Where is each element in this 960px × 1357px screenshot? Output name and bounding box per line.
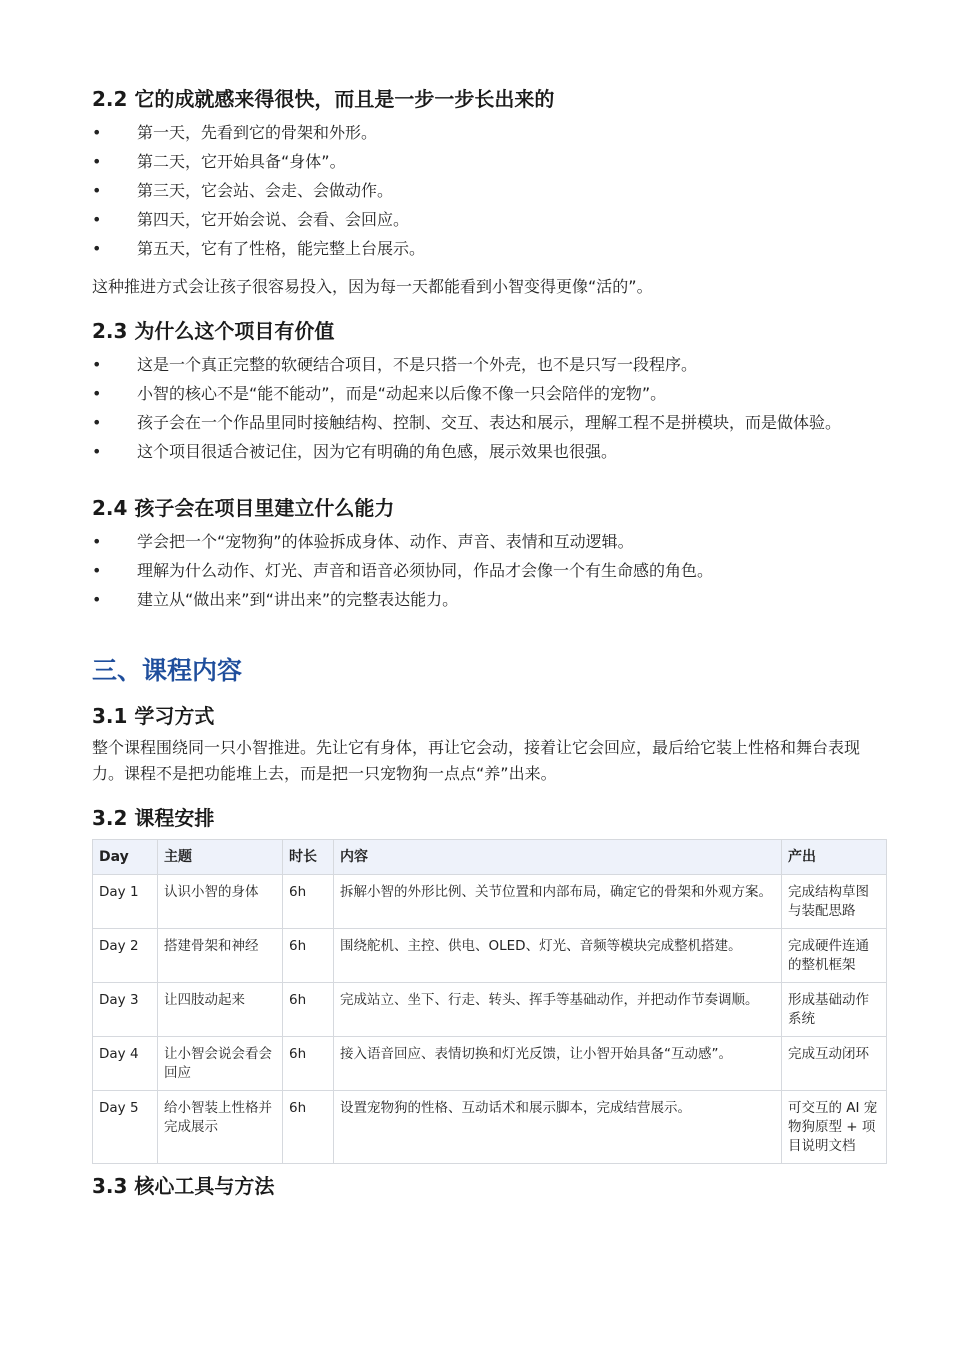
table-cell: 让小智会说会看会回应 [158,1037,283,1091]
list-item: • 第四天，它开始会说、会看、会回应。 [92,205,888,234]
list-item: • 学会把一个“宠物狗”的体验拆成身体、动作、声音、表情和互动逻辑。 [92,527,888,556]
column-header-duration: 时长 [283,840,334,875]
section-2-4-list [92,527,888,614]
section-2-2-paragraph: 这种推进方式会让孩子很容易投入，因为每一天都能看到小智变得更像“活的”。 [92,277,653,296]
table-cell: 6h [283,929,334,983]
table-row [93,929,887,983]
table-cell: Day 1 [93,875,158,929]
table-header-row [93,840,887,875]
table-cell: 完成硬件连通的整机框架 [782,929,887,983]
section-3-1-paragraph: 整个课程围绕同一只小智推进。先让它有身体，再让它会动，接着让它会回应，最后给它装上性格和舞台表现力。课程不是把功能堆上去，而是把一只宠物狗一点点“养”出来。 [92,738,861,783]
table-cell: Day 5 [93,1091,158,1164]
section-2-2-heading: 2.2 它的成就感来得很快，而且是一步一步长出来的 [92,87,555,111]
table-cell: 完成结构草图与装配思路 [782,875,887,929]
section-2-4-heading: 2.4 孩子会在项目里建立什么能力 [92,496,395,520]
list-item: • 这个项目很适合被记住，因为它有明确的角色感，展示效果也很强。 [92,437,888,466]
list-item: • 孩子会在一个作品里同时接触结构、控制、交互、表达和展示，理解工程不是拼模块，而是做体验。 [92,408,888,437]
section-2-2-list [92,118,888,263]
table-cell: 完成互动闭环 [782,1037,887,1091]
table-row [93,1037,887,1091]
table-cell: 6h [283,983,334,1037]
table-cell: 认识小智的身体 [158,875,283,929]
column-header-topic: 主题 [158,840,283,875]
table-cell: 让四肢动起来 [158,983,283,1037]
table-cell: 形成基础动作系统 [782,983,887,1037]
list-item: • 第三天，它会站、会走、会做动作。 [92,176,888,205]
list-item: • 第五天，它有了性格，能完整上台展示。 [92,234,888,263]
section-3-3-heading: 3.3 核心工具与方法 [92,1174,275,1198]
table-cell: 可交互的 AI 宠物狗原型 + 项目说明文档 [782,1091,887,1164]
list-item: • 第二天，它开始具备“身体”。 [92,147,888,176]
list-item: • 第一天，先看到它的骨架和外形。 [92,118,888,147]
table-cell: 设置宠物狗的性格、互动话术和展示脚本，完成结营展示。 [334,1091,782,1164]
table-cell: 拆解小智的外形比例、关节位置和内部布局，确定它的骨架和外观方案。 [334,875,782,929]
table-cell: 6h [283,875,334,929]
section-3-1-heading: 3.1 学习方式 [92,704,215,728]
table-cell: Day 3 [93,983,158,1037]
schedule-table [92,839,887,1164]
table-row [93,983,887,1037]
table-cell: 接入语音回应、表情切换和灯光反馈，让小智开始具备“互动感”。 [334,1037,782,1091]
table-cell: 完成站立、坐下、行走、转头、挥手等基础动作，并把动作节奏调顺。 [334,983,782,1037]
table-cell: 6h [283,1091,334,1164]
table-row [93,1091,887,1164]
list-item: • 理解为什么动作、灯光、声音和语音必须协同，作品才会像一个有生命感的角色。 [92,556,888,585]
section-2-3-list [92,350,888,466]
table-cell: 围绕舵机、主控、供电、OLED、灯光、音频等模块完成整机搭建。 [334,929,782,983]
table-cell: 6h [283,1037,334,1091]
table-cell: 搭建骨架和神经 [158,929,283,983]
table-cell: Day 2 [93,929,158,983]
list-item: • 小智的核心不是“能不能动”，而是“动起来以后像不像一只会陪伴的宠物”。 [92,379,888,408]
section-3-2-heading: 3.2 课程安排 [92,806,215,830]
column-header-day: Day [93,840,158,875]
table-cell: Day 4 [93,1037,158,1091]
table-row [93,875,887,929]
list-item: • 这是一个真正完整的软硬结合项目，不是只搭一个外壳，也不是只写一段程序。 [92,350,888,379]
column-header-content: 内容 [334,840,782,875]
list-item: • 建立从“做出来”到“讲出来”的完整表达能力。 [92,585,888,614]
section-3-heading: 三、课程内容 [92,656,243,685]
table-cell: 给小智装上性格并完成展示 [158,1091,283,1164]
column-header-output: 产出 [782,840,887,875]
section-2-3-heading: 2.3 为什么这个项目有价值 [92,319,335,343]
